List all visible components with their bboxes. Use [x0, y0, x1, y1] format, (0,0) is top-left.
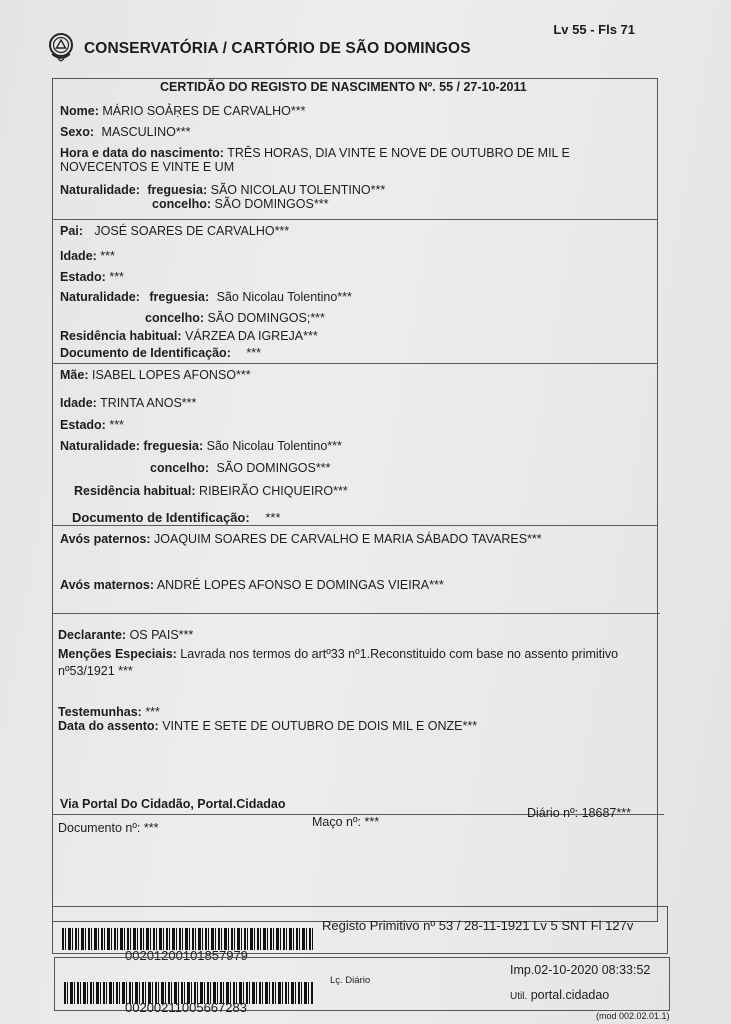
field-testemunhas: [58, 705, 160, 719]
value-sexo: MASCULINO***: [101, 125, 191, 139]
label-idade: Idade:: [60, 249, 97, 263]
via-portal: Via Portal Do Cidadão, Portal.Cidadao: [60, 797, 286, 811]
label-avos-paternos: Avós paternos:: [60, 532, 151, 546]
coat-of-arms-icon: [46, 32, 76, 62]
value-idade: TRINTA ANOS***: [100, 396, 197, 410]
label-nome: Nome:: [60, 104, 99, 118]
value-estado: ***: [109, 418, 124, 432]
label-hora-data: Hora e data do nascimento:: [60, 146, 224, 160]
label-concelho: concelho:: [145, 311, 205, 325]
field-declarante: [58, 628, 193, 642]
value-freguesia: São Nicolau Tolentino***: [216, 290, 352, 304]
divider: [52, 363, 658, 364]
field-hora-data: [60, 146, 570, 160]
value-freguesia: SÃO NICOLAU TOLENTINO***: [210, 183, 386, 197]
label-residencia: Residência habitual:: [60, 329, 182, 343]
value-pai: JOSÉ SOARES DE CARVALHO***: [94, 224, 290, 238]
value-data-assento: VINTE E SETE DE OUTUBRO DE DOIS MIL E ONZE***: [162, 719, 478, 733]
value-documento: ***: [265, 510, 281, 525]
value-avos-paternos: JOAQUIM SOARES DE CARVALHO E MARIA SÁBADO TAVARES***: [154, 532, 542, 546]
value-concelho: SÃO DOMINGOS***: [216, 461, 331, 475]
label-mae: Mãe:: [60, 368, 89, 382]
value-idade: ***: [100, 249, 115, 263]
label-naturalidade: Naturalidade:: [60, 183, 140, 197]
field-pai-estado: [60, 270, 124, 284]
value-hora-data-line1: TRÊS HORAS, DIA VINTE E NOVE DE OUTUBRO DE MIL E: [227, 146, 570, 160]
barcode: [62, 928, 314, 950]
field-mencoes: [58, 647, 618, 661]
field-pai-idade: [60, 249, 115, 263]
label-idade: Idade:: [60, 396, 97, 410]
label-naturalidade: Naturalidade:: [60, 290, 140, 304]
utilizador: [510, 988, 609, 1002]
field-pai-concelho: [145, 311, 325, 325]
field-mae-estado: [60, 418, 124, 432]
field-data-assento: [58, 719, 477, 733]
diario-numero: Diário nº: 18687***: [527, 806, 631, 820]
lc-diario: Lç. Diário: [330, 975, 371, 986]
field-avos-paternos: [60, 532, 542, 546]
value-util: portal.cidadao: [530, 988, 610, 1002]
documento-numero: Documento nº: ***: [58, 821, 159, 835]
label-declarante: Declarante:: [58, 628, 127, 642]
field-sexo: [60, 125, 190, 139]
certificate-title: CERTIDÃO DO REGISTO DE NASCIMENTO Nº. 55 / 27-10-2011: [160, 80, 527, 94]
value-concelho: SÃO DOMINGOS;***: [207, 311, 325, 325]
model-reference: (mod 002.02.01.1): [596, 1011, 670, 1021]
field-concelho: [152, 197, 328, 211]
field-mae-residencia: [74, 484, 348, 498]
value-testemunhas: ***: [145, 705, 160, 719]
label-freguesia: freguesia:: [143, 439, 204, 453]
field-naturalidade: [60, 183, 385, 197]
field-avos-maternos: [60, 578, 444, 592]
value-mae: ISABEL LOPES AFONSO***: [91, 368, 251, 382]
label-residencia: Residência habitual:: [74, 484, 196, 498]
field-pai-documento: [60, 346, 261, 360]
value-mencoes-line1: Lavrada nos termos do artº33 nº1.Reconstituido com base no assento primitivo: [180, 647, 619, 661]
field-pai-naturalidade: [60, 290, 352, 304]
label-concelho: concelho:: [152, 197, 212, 211]
divider: [52, 219, 658, 220]
value-declarante: OS PAIS***: [129, 628, 194, 642]
label-util: Util.: [510, 991, 528, 1002]
value-estado: ***: [109, 270, 124, 284]
registo-primitivo: Registo Primitivo nº 53 / 28-11-1921 Lv 5 SNT Fl 127v: [322, 918, 634, 933]
impression-datetime: Imp.02-10-2020 08:33:52: [510, 963, 651, 977]
label-freguesia: freguesia:: [147, 183, 208, 197]
label-sexo: Sexo:: [60, 125, 95, 139]
field-mae: [60, 368, 251, 382]
value-hora-data-line2: NOVECENTOS E VINTE E UM: [60, 160, 235, 174]
field-mae-idade: [60, 396, 196, 410]
field-pai-residencia: [60, 329, 318, 343]
value-freguesia: São Nicolau Tolentino***: [206, 439, 342, 453]
divider: [52, 525, 658, 526]
field-mae-concelho: [150, 461, 330, 475]
label-concelho: concelho:: [150, 461, 210, 475]
value-avos-maternos: ANDRÉ LOPES AFONSO E DOMINGAS VIEIRA***: [156, 578, 444, 592]
field-pai: [60, 224, 289, 238]
label-mencoes: Menções Especiais:: [58, 647, 177, 661]
value-nome: MÁRIO SOẢṚES DE CARVALHO***: [102, 104, 306, 118]
label-avos-maternos: Avós maternos:: [60, 578, 155, 592]
label-estado: Estado:: [60, 418, 106, 432]
field-nome: [60, 104, 305, 118]
maco-numero: Maço nº: ***: [312, 815, 380, 829]
barcode-number: 00201200101857979: [125, 948, 248, 963]
label-freguesia: freguesia:: [149, 290, 210, 304]
certificate-frame: [52, 78, 658, 922]
value-residencia: VÁRZEA DA IGREJA***: [185, 329, 318, 343]
value-residencia: RIBEIRÃO CHIQUEIRO***: [199, 484, 348, 498]
value-documento: ***: [246, 346, 261, 360]
registry-office-name: CONSERVATÓRIA / CARTÓRIO DE SÃO DOMINGOS: [84, 40, 471, 57]
field-mae-naturalidade: [60, 439, 342, 453]
label-pai: Pai:: [60, 224, 83, 238]
label-data-assento: Data do assento:: [58, 719, 159, 733]
label-documento: Documento de Identificação:: [60, 346, 231, 360]
label-estado: Estado:: [60, 270, 106, 284]
label-documento: Documento de Identificação:: [72, 510, 250, 525]
divider: [52, 613, 660, 614]
value-mencoes-line2: nº53/1921 ***: [58, 664, 133, 678]
book-folio-reference: Lv 55 - Fls 71: [553, 22, 635, 37]
barcode-number: 00200211005667283: [125, 1000, 247, 1015]
label-naturalidade: Naturalidade:: [60, 439, 140, 453]
field-mae-documento: [72, 510, 281, 525]
label-testemunhas: Testemunhas:: [58, 705, 142, 719]
value-concelho: SÃO DOMINGOS***: [214, 197, 329, 211]
